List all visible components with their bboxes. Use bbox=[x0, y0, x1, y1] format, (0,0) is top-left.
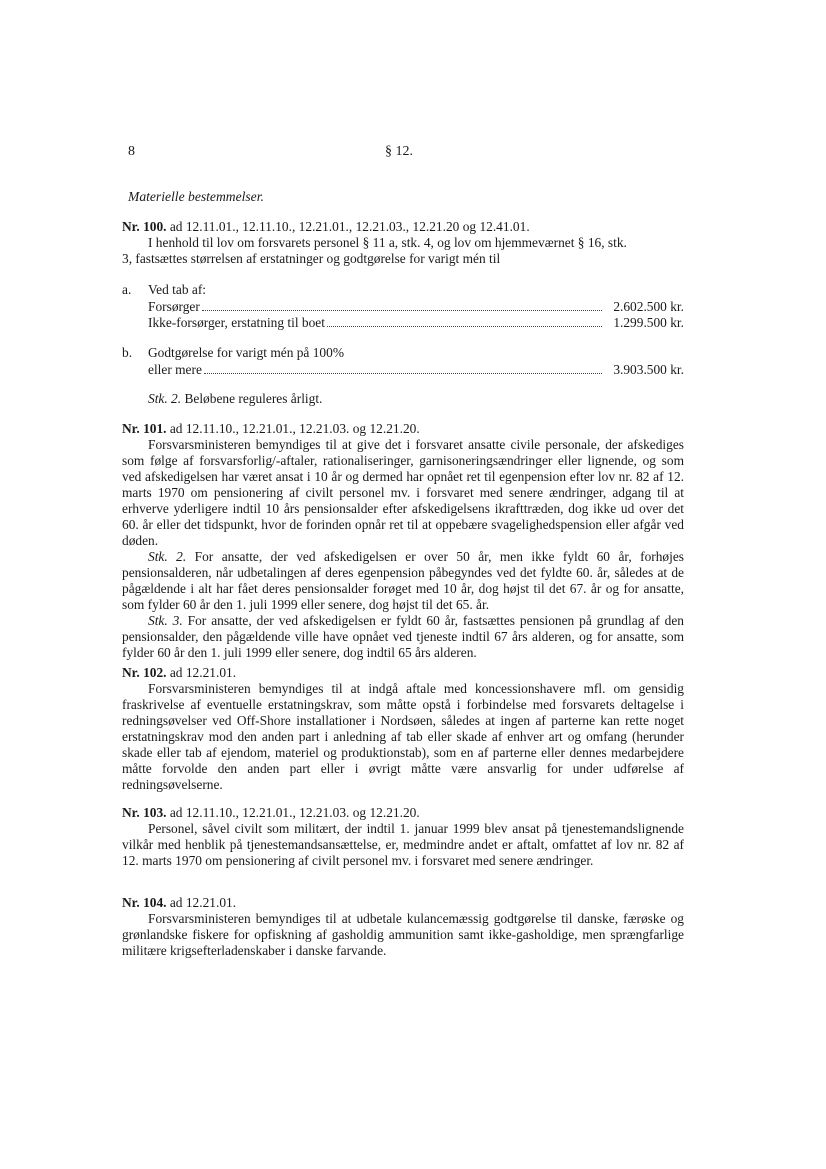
nr102-ref: ad 12.21.01. bbox=[166, 665, 237, 680]
nr102-paragraph: Forsvarsministeren bemyndiges til at indgå aftale med koncessionshavere mfl. om gensidig fraskrivelse af eventuelle erstatningskrav, som måtte opstå i forbindelse med forsvarets deltagelse i redningsøvelser ved Off-Shore installationer i Nordsøen, således at ingen af parterne kan rette noget erstatningskrav mod den anden part i anledning af tab eller skade af enhver art og omfang (herunder skade eller tab af ejendom, materiel og produktionstab), som en af parterne eller dennes medarbejdere måtte forvolde den anden part eller i øvrigt måtte være ansvarlig for under udførelse af redningsøvelserne. bbox=[122, 681, 684, 792]
item-b-title: Godtgørelse for varigt mén på 100% bbox=[148, 345, 344, 360]
stk-text: For ansatte, der ved afskedigelsen er over 50 år, men ikke fyldt 60 år, forhøjes pensionsalderen, når udbetalingen af deres egenpension påbegyndes ved det fyldte 60. år, således at de pågældende i alt har fået deres pensionsalder forøget med 10 år, dog højst til det 67. år og for ansatte, som fylder 60 år den 1. juli 1999 eller senere, dog højst til det 65. år. bbox=[122, 549, 684, 612]
item-a-row2-label: Ikke-forsørger, erstatning til boet bbox=[148, 315, 325, 330]
item-a-row2-amount: 1.299.500 kr. bbox=[613, 315, 684, 330]
nr100-item-b bbox=[122, 345, 684, 379]
item-a-marker: a. bbox=[122, 282, 132, 297]
nr103-section bbox=[122, 805, 684, 869]
nr101-section bbox=[122, 421, 684, 661]
nr104-paragraph: Forsvarsministeren bemyndiges til at udbetale kulancemæssig godtgørelse til danske, færøske og grønlandske fiskere for opfiskning af gasholdig ammunition samt ikke-gasholdige, men sprængfarlige militære krigsefterladenskaber i danske farvande. bbox=[122, 911, 684, 958]
nr104-ref: ad 12.21.01. bbox=[166, 895, 237, 910]
nr100-intro-line2: 3, fastsættes størrelsen af erstatninger og godtgørelse for varigt mén til bbox=[122, 251, 501, 266]
item-b-row bbox=[148, 362, 684, 378]
nr102-section bbox=[122, 665, 684, 793]
item-a-row2 bbox=[148, 315, 684, 331]
subtitle: Materielle bestemmelser. bbox=[128, 189, 264, 204]
item-b-marker: b. bbox=[122, 345, 133, 360]
leader-dots bbox=[327, 325, 602, 327]
page-number: 8 bbox=[128, 144, 135, 159]
nr101-paragraph: Forsvarsministeren bemyndiges til at give det i forsvaret ansatte civile personale, der afskediges som følge af forsvarsforlig/-aftaler, rationaliseringer, garnisoneringsændringer eller lignende, og som ved afskedigelsen har været ansat i 10 år og dermed har opnået ret til egenpension efter lov nr. 82 af 12. marts 1970 om pensionering af civilt personel mv. i forsvaret med senere ændringer, adgang til at erhverve yderligere indtil 10 års pensionsalder efter afskedigelsens ikrafttræden, dog ikke ud over det 60. år eller det tidspunkt, hvor de forinden opnår ret til at oppebære svagelighedspension eller afgår ved døden. bbox=[122, 437, 684, 548]
leader-dots bbox=[204, 372, 602, 374]
nr100-section bbox=[122, 219, 684, 267]
item-a-row1-label: Forsørger bbox=[148, 299, 200, 314]
stk-text: For ansatte, der ved afskedigelsen er fyldt 60 år, fastsættes pensionen på grundlag af den pensionsalder, den pågældende ville have opnået ved tjeneste indtil 67 års alderen, og for ansatte, som fylder 60 år den 1. juli 1999 eller senere, dog indtil 65 års alderen. bbox=[122, 613, 684, 660]
nr100-item-a bbox=[122, 282, 684, 332]
item-a-row1-amount: 2.602.500 kr. bbox=[613, 299, 684, 314]
nr100-intro-line1: I henhold til lov om forsvarets personel § 11 a, stk. 4, og lov om hjemmeværnet § 16, stk. bbox=[148, 235, 627, 250]
item-a-title: Ved tab af: bbox=[148, 282, 207, 297]
section-heading: § 12. bbox=[385, 144, 413, 159]
nr103-paragraph: Personel, såvel civilt som militært, der indtil 1. januar 1999 blev ansat på tjenestemandslignende vilkår med henblik på tjenestemandsansættelse, er, medmindre andet er aftalt, omfattet af lov nr. 82 af 12. marts 1970 om pensionering af civilt personel mv. i forsvaret med senere ændringer. bbox=[122, 821, 684, 868]
nr104-number: Nr. 104. bbox=[122, 895, 167, 910]
nr100-ref: ad 12.11.01., 12.11.10., 12.21.01., 12.21.03., 12.21.20 og 12.41.01. bbox=[166, 219, 530, 234]
nr103-number: Nr. 103. bbox=[122, 805, 167, 820]
item-b-row-label: eller mere bbox=[148, 362, 202, 377]
nr101-ref: ad 12.11.10., 12.21.01., 12.21.03. og 12.21.20. bbox=[166, 421, 420, 436]
stk-label: Stk. 2. bbox=[148, 391, 182, 406]
stk-label: Stk. 3. bbox=[148, 613, 183, 628]
item-b-row-amount: 3.903.500 kr. bbox=[613, 362, 684, 377]
stk-label: Stk. 2. bbox=[148, 549, 187, 564]
leader-dots bbox=[202, 309, 602, 311]
stk-text: Beløbene reguleres årligt. bbox=[181, 391, 323, 406]
nr100-stk2 bbox=[148, 391, 684, 407]
nr104-section bbox=[122, 895, 684, 959]
nr100-number: Nr. 100. bbox=[122, 219, 167, 234]
item-a-row1 bbox=[148, 299, 684, 315]
nr101-number: Nr. 101. bbox=[122, 421, 167, 436]
nr102-number: Nr. 102. bbox=[122, 665, 167, 680]
nr103-ref: ad 12.11.10., 12.21.01., 12.21.03. og 12.21.20. bbox=[166, 805, 420, 820]
